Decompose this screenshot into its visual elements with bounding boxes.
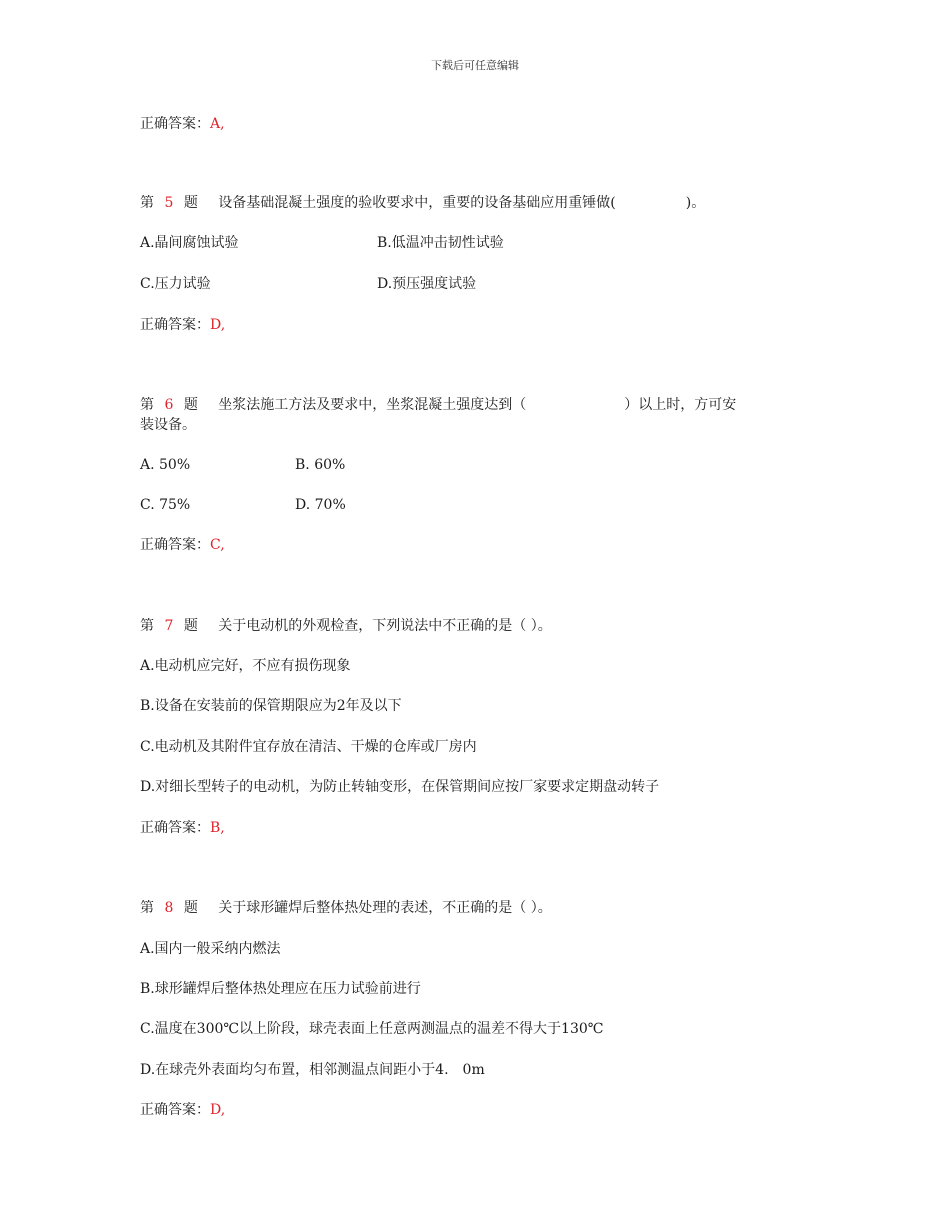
question-prefix: 第	[140, 195, 154, 211]
question-5-title	[140, 193, 705, 213]
option-c: C. 75%	[140, 497, 191, 513]
option-a: A.国内一般采纳内燃法	[140, 941, 281, 957]
question-6-title	[140, 395, 736, 415]
page-header: 下载后可任意编辑	[431, 59, 519, 72]
option-c: C.电动机及其附件宜存放在清洁、干燥的仓库或厂房内	[140, 739, 477, 755]
option-b: B.设备在安装前的保管期限应为2年及以下	[140, 698, 402, 714]
answer-value: A,	[210, 116, 225, 132]
question-number: 8	[164, 900, 174, 916]
answer-value: D,	[210, 1102, 226, 1118]
answer-value: D,	[210, 317, 226, 333]
answer-label: 正确答案：	[140, 537, 210, 553]
option-c: C.压力试验	[140, 276, 211, 292]
answer-line	[140, 1100, 225, 1120]
question-text: 关于电动机的外观检查，下列说法中不正确的是（ ）。	[218, 618, 552, 634]
option-a: A. 50%	[140, 457, 191, 473]
answer-line	[140, 315, 225, 335]
option-b: B. 60%	[295, 457, 346, 473]
answer-label: 正确答案：	[140, 1102, 210, 1118]
answer-value: B,	[210, 820, 225, 836]
option-a: A.晶间腐蚀试验	[140, 235, 239, 251]
question-suffix: 题	[183, 618, 198, 634]
answer-line	[140, 535, 225, 555]
question-text: 关于球形罐焊后整体热处理的表述，不正确的是（ ）。	[218, 900, 552, 916]
answer-label: 正确答案：	[140, 820, 210, 836]
question-6-text-cont: 装设备。	[140, 417, 196, 433]
question-suffix: 题	[183, 900, 198, 916]
question-prefix: 第	[140, 618, 154, 634]
question-prefix: 第	[140, 900, 154, 916]
answer-label: 正确答案：	[140, 116, 210, 132]
question-text: 设备基础混凝土强度的验收要求中，重要的设备基础应用重锤做( )。	[218, 195, 706, 211]
option-d: D.预压强度试验	[377, 276, 477, 292]
option-b: B.低温冲击韧性试验	[377, 235, 504, 251]
question-suffix: 题	[183, 195, 198, 211]
question-prefix: 第	[140, 397, 154, 413]
option-d: D.对细长型转子的电动机，为防止转轴变形，在保管期间应按厂家要求定期盘动转子	[140, 779, 660, 795]
option-d: D. 70%	[295, 497, 346, 513]
question-suffix: 题	[183, 397, 198, 413]
answer-value: C,	[210, 537, 225, 553]
answer-label: 正确答案：	[140, 317, 210, 333]
question-number: 7	[164, 618, 174, 634]
question-text: 坐浆法施工方法及要求中，坐浆混凝土强度达到（ ）以上时，方可安	[218, 397, 737, 413]
question-7-title	[140, 616, 552, 636]
answer-line	[140, 818, 225, 838]
question-number: 6	[164, 397, 174, 413]
option-c: C.温度在300℃以上阶段，球壳表面上任意两测温点的温差不得大于130℃	[140, 1021, 604, 1037]
option-b: B.球形罐焊后整体热处理应在压力试验前进行	[140, 981, 421, 997]
answer-line	[140, 114, 225, 134]
question-number: 5	[164, 195, 174, 211]
option-d: D.在球壳外表面均匀布置，相邻测温点间距小于4. 0m	[140, 1062, 485, 1078]
question-8-title	[140, 898, 552, 918]
option-a: A.电动机应完好，不应有损伤现象	[140, 658, 351, 674]
